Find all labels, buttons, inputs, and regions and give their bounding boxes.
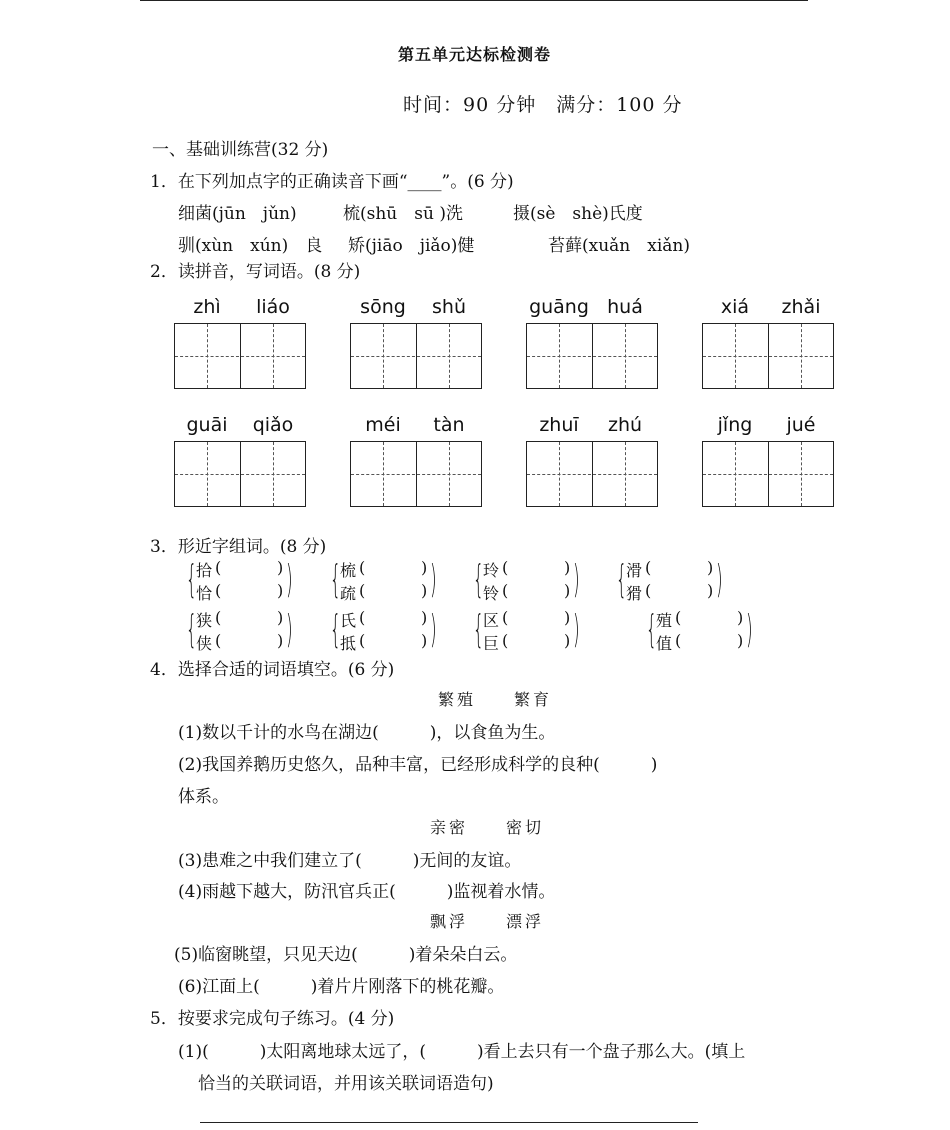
- pinyin-choice: 细菌(jūn jǔn): [178, 204, 297, 224]
- pinyin-label: zhì: [193, 296, 221, 318]
- answer-paren-close[interactable]: ): [277, 558, 284, 577]
- answer-paren-close[interactable]: ): [707, 558, 714, 577]
- answer-paren-open[interactable]: (: [675, 608, 682, 627]
- pinyin-label: tàn: [433, 414, 465, 436]
- brace-left: {: [186, 557, 197, 601]
- top-rule: [140, 0, 808, 1]
- answer-paren-open[interactable]: (: [502, 608, 509, 627]
- char: 巨: [483, 634, 500, 653]
- answer-paren-close[interactable]: ): [421, 558, 428, 577]
- char: 猾: [626, 584, 643, 603]
- fill-sentence: (5)临窗眺望，只见天边( )着朵朵白云。: [174, 945, 518, 965]
- answer-paren-open[interactable]: (: [645, 581, 652, 600]
- pinyin-label: guāi: [186, 414, 228, 436]
- fill-sentence-cont: 恰当的关联词语，并用该关联词语造句): [198, 1074, 494, 1094]
- writing-grid[interactable]: [702, 441, 834, 507]
- similar-char-group: [473, 606, 593, 656]
- answer-paren-close[interactable]: ): [421, 581, 428, 600]
- pinyin-choice: 苔藓(xuǎn xiǎn): [548, 236, 690, 256]
- exam-time-score: 时间：90 分钟 满分：100 分: [403, 94, 683, 116]
- pinyin-choice: 驯(xùn xún) 良: [178, 236, 323, 256]
- page-title: 第五单元达标检测卷: [398, 45, 552, 64]
- answer-paren-close[interactable]: ): [277, 581, 284, 600]
- answer-paren-close[interactable]: ): [421, 608, 428, 627]
- brace-left: {: [473, 557, 484, 601]
- answer-paren-open[interactable]: (: [359, 581, 366, 600]
- char: 拾: [196, 561, 213, 580]
- char: 侠: [196, 634, 213, 653]
- answer-paren-open[interactable]: (: [675, 631, 682, 650]
- char: 滑: [626, 561, 643, 580]
- section-heading: 一、基础训练营(32 分): [152, 140, 329, 160]
- question-5-heading: 5．按要求完成句子练习。(4 分): [150, 1009, 395, 1029]
- pinyin-choice: 梳(shū sū )洗: [343, 204, 463, 224]
- answer-paren-open[interactable]: (: [502, 558, 509, 577]
- answer-paren-close[interactable]: ): [737, 631, 744, 650]
- bracket-right: ): [430, 607, 437, 651]
- answer-paren-close[interactable]: ): [277, 608, 284, 627]
- fill-sentence-cont: 体系。: [178, 787, 229, 807]
- pinyin-label: xiá: [720, 296, 750, 318]
- writing-grid[interactable]: [526, 323, 658, 389]
- answer-paren-open[interactable]: (: [215, 608, 222, 627]
- answer-paren-open[interactable]: (: [359, 558, 366, 577]
- pinyin-label: zhuī: [539, 414, 579, 436]
- pinyin-label: huá: [607, 296, 643, 318]
- answer-paren-open[interactable]: (: [359, 608, 366, 627]
- pinyin-label: jǐng: [717, 414, 753, 436]
- pinyin-label: qiǎo: [252, 414, 294, 436]
- bracket-right: ): [286, 557, 293, 601]
- fill-sentence: (1)( )太阳离地球太远了，( )看上去只有一个盘子那么大。(填上: [178, 1042, 746, 1062]
- brace-left: {: [646, 607, 657, 651]
- writing-grid[interactable]: [174, 323, 306, 389]
- similar-char-group: [186, 606, 306, 656]
- char: 恰: [196, 584, 213, 603]
- char: 区: [483, 611, 500, 630]
- pinyin-label: sōng: [360, 296, 406, 318]
- char: 氏: [340, 611, 357, 630]
- pinyin-choice: 摄(sè shè)氏度: [513, 204, 643, 224]
- char: 疏: [340, 584, 357, 603]
- writing-grid[interactable]: [350, 323, 482, 389]
- bracket-right: ): [573, 557, 580, 601]
- brace-left: {: [330, 557, 341, 601]
- similar-char-group: [186, 556, 306, 606]
- bracket-right: ): [573, 607, 580, 651]
- fill-sentence: (6)江面上( )着片片刚落下的桃花瓣。: [178, 977, 505, 997]
- word-options: 飘浮 漂浮: [430, 912, 545, 931]
- char: 梳: [340, 561, 357, 580]
- pinyin-label: zhú: [607, 414, 643, 436]
- writing-grid[interactable]: [702, 323, 834, 389]
- char: 铃: [483, 584, 500, 603]
- answer-paren-close[interactable]: ): [707, 581, 714, 600]
- pinyin-label: liáo: [256, 296, 290, 318]
- brace-left: {: [186, 607, 197, 651]
- similar-char-group: [616, 556, 736, 606]
- answer-paren-close[interactable]: ): [277, 631, 284, 650]
- answer-paren-open[interactable]: (: [645, 558, 652, 577]
- pinyin-label: méi: [365, 414, 401, 436]
- bracket-right: ): [716, 557, 723, 601]
- char: 殖: [656, 611, 673, 630]
- answer-line[interactable]: [200, 1122, 698, 1123]
- bracket-right: ): [286, 607, 293, 651]
- question-2-heading: 2．读拼音，写词语。(8 分): [150, 262, 361, 282]
- answer-paren-open[interactable]: (: [359, 631, 366, 650]
- char: 抵: [340, 634, 357, 653]
- answer-paren-open[interactable]: (: [502, 631, 509, 650]
- similar-char-group: [330, 606, 450, 656]
- word-options: 繁殖 繁育: [438, 690, 553, 709]
- writing-grid[interactable]: [350, 441, 482, 507]
- fill-sentence: (2)我国养鹅历史悠久，品种丰富，已经形成科学的良种( ): [178, 755, 658, 775]
- question-4-heading: 4．选择合适的词语填空。(6 分): [150, 660, 395, 680]
- pinyin-label: shǔ: [432, 296, 466, 318]
- answer-paren-open[interactable]: (: [215, 558, 222, 577]
- answer-paren-open[interactable]: (: [215, 631, 222, 650]
- question-1-heading: 1．在下列加点字的正确读音下画“____”。(6 分): [150, 172, 514, 192]
- similar-char-group: [330, 556, 450, 606]
- fill-sentence: (1)数以千计的水鸟在湖边( )，以食鱼为生。: [178, 723, 556, 743]
- answer-paren-open[interactable]: (: [502, 581, 509, 600]
- char: 狭: [196, 611, 213, 630]
- answer-paren-close[interactable]: ): [564, 608, 571, 627]
- writing-grid[interactable]: [526, 441, 658, 507]
- answer-paren-close[interactable]: ): [564, 558, 571, 577]
- pinyin-label: jué: [786, 414, 816, 436]
- char: 玲: [483, 561, 500, 580]
- answer-paren-close[interactable]: ): [564, 581, 571, 600]
- answer-paren-close[interactable]: ): [564, 631, 571, 650]
- brace-left: {: [330, 607, 341, 651]
- pinyin-label: guāng: [529, 296, 589, 318]
- answer-paren-close[interactable]: ): [421, 631, 428, 650]
- pinyin-label: zhǎi: [781, 296, 821, 318]
- pinyin-choice: 矫(jiāo jiǎo)健: [348, 236, 475, 256]
- bracket-right: ): [430, 557, 437, 601]
- brace-left: {: [473, 607, 484, 651]
- fill-sentence: (4)雨越下越大，防汛官兵正( )监视着水情。: [178, 882, 556, 902]
- brace-left: {: [616, 557, 627, 601]
- answer-paren-close[interactable]: ): [737, 608, 744, 627]
- similar-char-group: [473, 556, 593, 606]
- word-options: 亲密 密切: [430, 818, 545, 837]
- writing-grid[interactable]: [174, 441, 306, 507]
- char: 值: [656, 634, 673, 653]
- similar-char-group: [646, 606, 766, 656]
- fill-sentence: (3)患难之中我们建立了( )无间的友谊。: [178, 851, 522, 871]
- answer-paren-open[interactable]: (: [215, 581, 222, 600]
- question-3-heading: 3．形近字组词。(8 分): [150, 537, 327, 557]
- bracket-right: ): [746, 607, 753, 651]
